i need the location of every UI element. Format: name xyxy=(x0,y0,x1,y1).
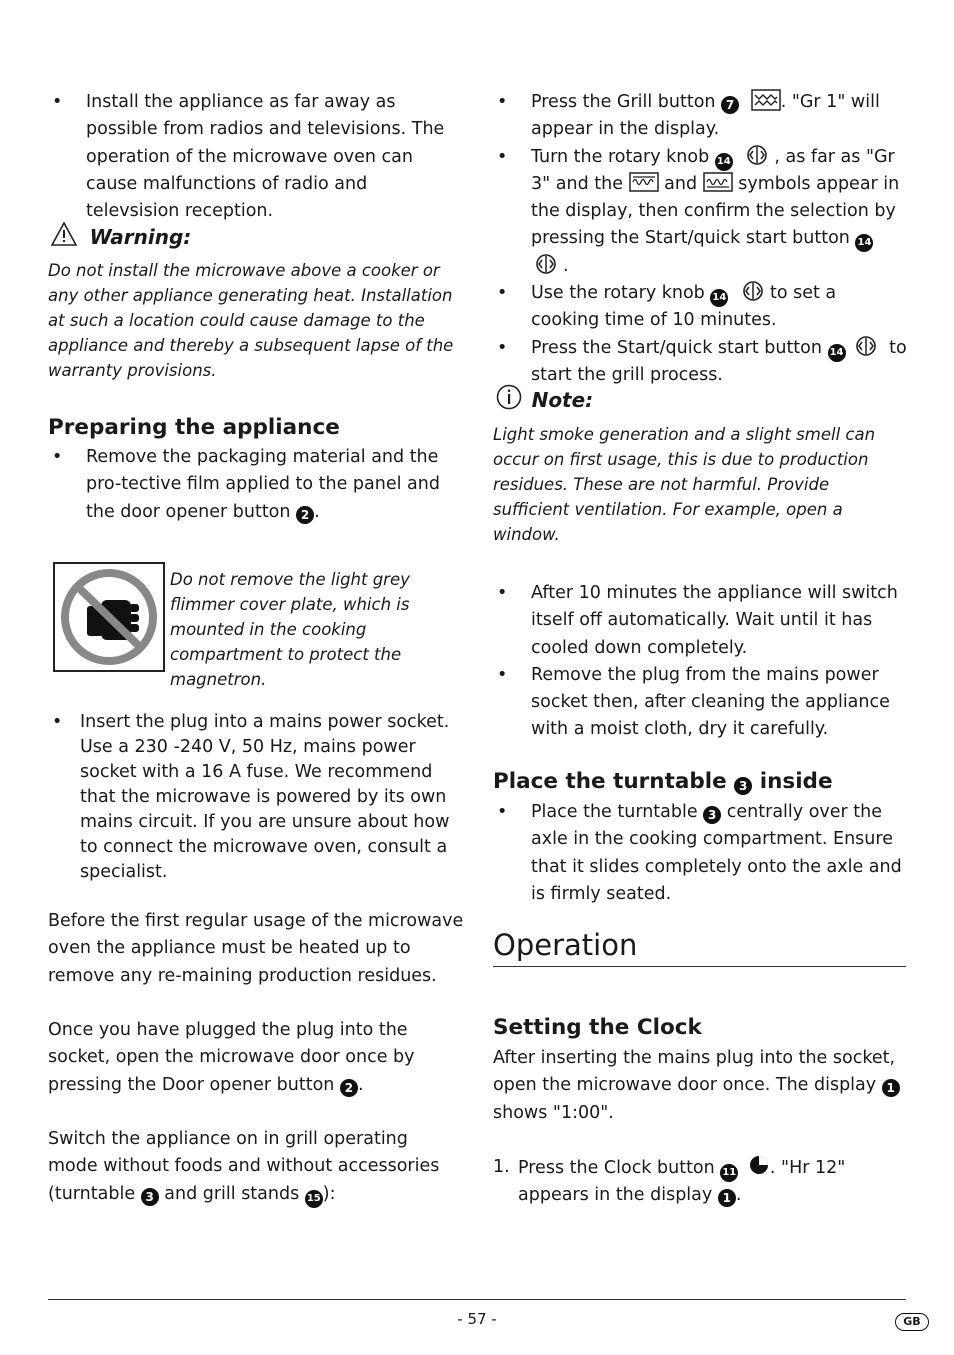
g2-b: , as far as "Gr 3" xyxy=(531,146,895,194)
warning-text: Do not install the microwave above a cooker or any other appliance generating heat. Installation at such a location could cause damage to the appliance and thereby a subsequent lapse of the warranty provisions. xyxy=(48,261,454,380)
grill-step-2 xyxy=(493,144,909,280)
num-badge-1: 1 xyxy=(718,1189,736,1207)
note-text: Light smoke generation and a slight smell can occur on first usage, this is due to production residues. These are not harmful. Provide sufficient ventilation. For example, open a window. xyxy=(493,425,876,544)
note-text-block xyxy=(493,422,909,547)
note-title: Note: xyxy=(531,388,594,412)
num-badge-14: 14 xyxy=(855,234,873,252)
g4-b: to start the grill process. xyxy=(531,337,907,385)
g2-c: and the xyxy=(555,173,623,194)
prep-heading: Preparing the appliance xyxy=(48,415,340,440)
g2-a: Turn the rotary knob xyxy=(531,146,710,167)
no-hand-icon xyxy=(55,564,163,670)
prep-text: Remove the packaging material and the pro-tective film applied to the panel and the door opener button xyxy=(86,447,440,522)
grill-step-1 xyxy=(493,89,909,144)
num-badge-3: 3 xyxy=(734,777,752,795)
after-bullets xyxy=(493,580,909,744)
clock-para xyxy=(493,1045,909,1127)
para3-a: Switch the appliance on in grill operating mode without foods and without accessories (turntable xyxy=(48,1129,440,1204)
grill-bottom-icon xyxy=(703,172,733,192)
g2-end: . xyxy=(563,255,569,276)
step-b: . "Hr 12" appears in the display xyxy=(518,1158,846,1206)
num-badge-11: 11 xyxy=(720,1164,738,1182)
plug-text: • Insert the plug into a mains power socket. Use a 230 -240 V, 50 Hz, mains power socket with a 16 A fuse. We recommend that the microwave is powered by its own mains circuit. If you are unsure about how to connect the microwave oven, consult a specialist. xyxy=(48,710,462,885)
num-badge-2: 2 xyxy=(340,1079,358,1097)
start-knob-icon xyxy=(855,335,877,357)
clock-step-1 xyxy=(493,1154,909,1210)
operation-divider xyxy=(493,966,906,967)
caution-text-block xyxy=(170,567,462,692)
para2-end: . xyxy=(357,1074,364,1095)
grill-top-icon xyxy=(629,172,659,192)
clock-step-text xyxy=(493,1154,909,1210)
para-plugged xyxy=(48,1017,458,1099)
num-badge-3: 3 xyxy=(703,806,721,824)
g3-b: to set a cooking time of 10 minutes. xyxy=(531,283,837,331)
warning-text-block xyxy=(48,258,466,383)
step-a: Press the Clock button xyxy=(518,1158,715,1178)
clock-p-b: shows "1:00". xyxy=(493,1102,614,1123)
para2-text xyxy=(48,1017,458,1099)
footer-divider xyxy=(48,1299,906,1300)
clock-text xyxy=(493,1045,909,1127)
turntable-heading xyxy=(493,768,833,796)
turntable-text xyxy=(493,799,909,908)
warning-icon xyxy=(50,221,78,247)
num-badge-14: 14 xyxy=(828,344,846,362)
rotary-knob-icon xyxy=(746,144,768,166)
turn-b-a: Place the turntable xyxy=(531,802,698,822)
grill-step-3 xyxy=(493,280,909,335)
operation-title: Operation xyxy=(493,928,638,962)
g4-a: Press the Start/quick start button xyxy=(531,337,822,358)
num-badge-15: 15 xyxy=(305,1190,323,1208)
grill-step-4 xyxy=(493,335,909,390)
num-badge-2: 2 xyxy=(296,506,314,524)
turn-h-a: Place the turntable xyxy=(493,769,727,794)
para3-text xyxy=(48,1126,462,1208)
rotary-knob-icon xyxy=(742,280,764,302)
para-grill-mode xyxy=(48,1126,462,1208)
warning-title: Warning: xyxy=(89,225,192,249)
warning-heading xyxy=(50,221,350,249)
step-end: . xyxy=(735,1185,742,1206)
left-bullet-install xyxy=(48,89,464,225)
bullet-text: • Install the appliance as far away as possible from radios and televisions. The operation of the microwave oven can cause malfunctions of radio and televsision reception. xyxy=(48,89,464,225)
turn-b-b: centrally over the axle in the cooking compartment. Ensure that it slides completely onto the axle and is firmly seated. xyxy=(531,802,902,904)
g2-d: and xyxy=(664,173,698,194)
after-bullet-1: • After 10 minutes the appliance will switch itself off automatically. Wait until it has cooled down completely. xyxy=(493,580,909,662)
num-badge-1: 1 xyxy=(882,1079,900,1097)
after-bullet-2: • Remove the plug from the mains power socket then, after cleaning the appliance with a moist cloth, dry it carefully. xyxy=(493,662,909,744)
clock-icon xyxy=(748,1154,770,1176)
num-badge-14: 14 xyxy=(710,289,728,307)
para3-b: and grill stands xyxy=(164,1183,300,1204)
caution-text: Do not remove the light grey flimmer cover plate, which is mounted in the cooking compartment to protect the magnetron. xyxy=(170,570,410,689)
info-icon xyxy=(496,384,522,410)
grill-steps xyxy=(493,89,909,389)
para2-main: Once you have plugged the plug into the socket, open the microwave door once by pressing the Door opener button xyxy=(48,1020,415,1095)
step-number: 1. xyxy=(493,1157,510,1177)
clock-heading: Setting the Clock xyxy=(493,1015,702,1040)
caution-image xyxy=(53,562,165,672)
grill-wave-icon xyxy=(751,89,781,111)
page-number: - 57 - xyxy=(457,1310,497,1328)
turn-h-b: inside xyxy=(759,769,833,794)
start-knob-icon xyxy=(535,253,557,275)
para-first-usage xyxy=(48,908,464,990)
turntable-bullet xyxy=(493,799,909,908)
g3-a: Use the rotary knob xyxy=(531,283,705,304)
prep-bullet-text xyxy=(48,444,458,526)
g1-a: Press the Grill button xyxy=(531,92,716,112)
g1-b: . "Gr 1" will appear in the display. xyxy=(531,92,880,140)
para3-end: ): xyxy=(322,1183,336,1204)
g2-e: symbols appear in the display, then confirm the selection by pressing the Start/quick start button xyxy=(531,173,900,249)
note-heading xyxy=(496,384,593,412)
num-badge-7: 7 xyxy=(721,96,739,114)
clock-p-a: After inserting the mains plug into the socket, open the microwave door once. The display xyxy=(493,1048,896,1096)
prep-bullet xyxy=(48,444,458,526)
para1-text: Before the first regular usage of the microwave oven the appliance must be heated up to remove any re-maining production residues. xyxy=(48,911,464,986)
num-badge-14: 14 xyxy=(715,153,733,171)
plug-bullet xyxy=(48,710,462,885)
language-badge: GB xyxy=(895,1313,929,1331)
prep-end: . xyxy=(314,501,320,522)
num-badge-3: 3 xyxy=(141,1188,159,1206)
